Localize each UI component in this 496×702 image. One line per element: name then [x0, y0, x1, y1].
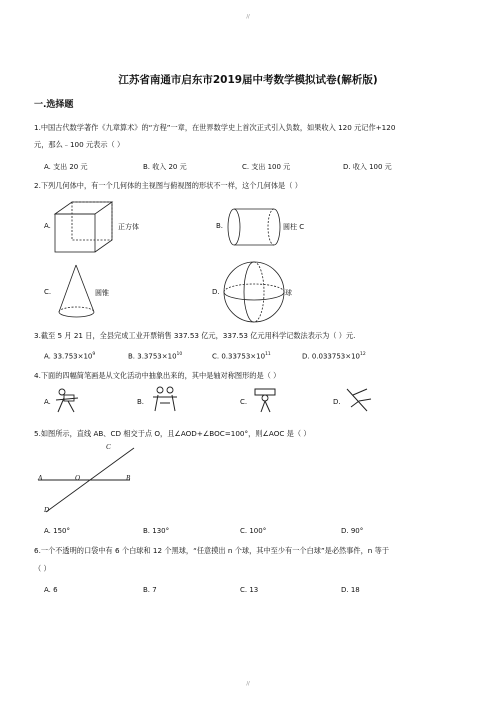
point-a-label: A [38, 474, 43, 482]
q5-option-d: D. 90° [341, 527, 364, 535]
q2-option-d-label: D. [212, 288, 220, 296]
sphere-figure [220, 260, 290, 325]
question-6-line-2: （ ） [34, 564, 51, 573]
q6-option-b: B. 7 [143, 586, 157, 594]
q6-option-c: C. 13 [240, 586, 259, 594]
figure-d-sketch [345, 385, 375, 415]
q3-option-a: A. $33.753\times 10^9$ [44, 352, 96, 361]
q4-option-b-label: B. [137, 398, 145, 406]
q2-option-d-name: 球 [285, 289, 292, 297]
q2-option-b-name: 圆柱 C [283, 223, 305, 231]
figure-c-sketch [252, 385, 282, 415]
q2-option-c-label: C. [44, 288, 52, 296]
q4-option-d-label: D. [333, 398, 341, 406]
q2-option-a-label: A. [44, 222, 51, 230]
q1-option-b: B. 收入 20 元 [143, 163, 187, 171]
q5-option-b: B. 130° [143, 527, 170, 535]
q5-option-c: C. 100° [240, 527, 267, 535]
question-1-line-1: 1.中国古代数学著作《九章算术》的“方程”一章，在世界数学史上首次正式引入负数，如果收入 120 元记作+120 [34, 123, 396, 132]
point-b-label: B [126, 474, 131, 482]
q3-option-d: D. $0.033753\times 10^{12}$ [302, 352, 366, 361]
point-o-label: O [75, 474, 81, 482]
q2-option-c-name: 圆锥 [95, 289, 109, 297]
question-1-line-2: 元，那么﹣100 元表示（ ） [34, 140, 125, 149]
question-3-stem: 3.截至 5 月 21 日，全县完成工业开票销售 337.53 亿元，337.53 亿元用科学记数法表示为（ ）元. [34, 331, 356, 340]
figure-a-sketch [54, 386, 84, 416]
section-heading: 一.选择题 [34, 100, 74, 110]
q1-option-c: C. 支出 100 元 [242, 163, 291, 171]
question-5-stem: 5.如图所示，直线 AB、CD 相交于点 O，且∠AOD+∠BOC=100°，则∠AOC 是（ ） [34, 429, 311, 438]
q6-option-d: D. 18 [341, 586, 360, 594]
q5-option-a: A. 150° [44, 527, 70, 535]
question-6-line-1: 6.一个不透明的口袋中有 6 个白球和 12 个黑球，“任意摸出 n 个球，其中至少有一个白球”是必然事件，n 等于 [34, 546, 390, 555]
q1-option-d: D. 收入 100 元 [343, 163, 392, 171]
q1-option-a: A. 支出 20 元 [44, 163, 88, 171]
q4-option-a-label: A. [44, 398, 51, 406]
question-4-stem: 4.下面的四幅简笔画是从文化活动中抽象出来的，其中是轴对称图形的是（ ） [34, 371, 281, 380]
q6-option-a: A. 6 [44, 586, 58, 594]
q2-option-a-name: 正方体 [118, 223, 139, 231]
point-c-label: C [106, 443, 111, 451]
figure-b-sketch [150, 385, 180, 415]
q2-option-b-label: B. [216, 222, 224, 230]
page-title: 江苏省南通市启东市2019届中考数学模拟试卷(解析版) [118, 74, 378, 86]
header-mark: // [246, 14, 250, 20]
q3-option-c: C. $0.33753\times 10^{11}$ [212, 352, 271, 361]
q3-option-b: B. $3.3753\times 10^{10}$ [128, 352, 183, 361]
question-2-stem: 2.下列几何体中，有一个几何体的主视图与俯视图的形状不一样，这个几何体是（ ） [34, 181, 302, 190]
footer-mark: // [246, 681, 250, 687]
q4-option-c-label: C. [240, 398, 248, 406]
cube-figure [52, 200, 122, 255]
point-d-label: D [44, 506, 50, 514]
cylinder-figure [226, 205, 286, 250]
